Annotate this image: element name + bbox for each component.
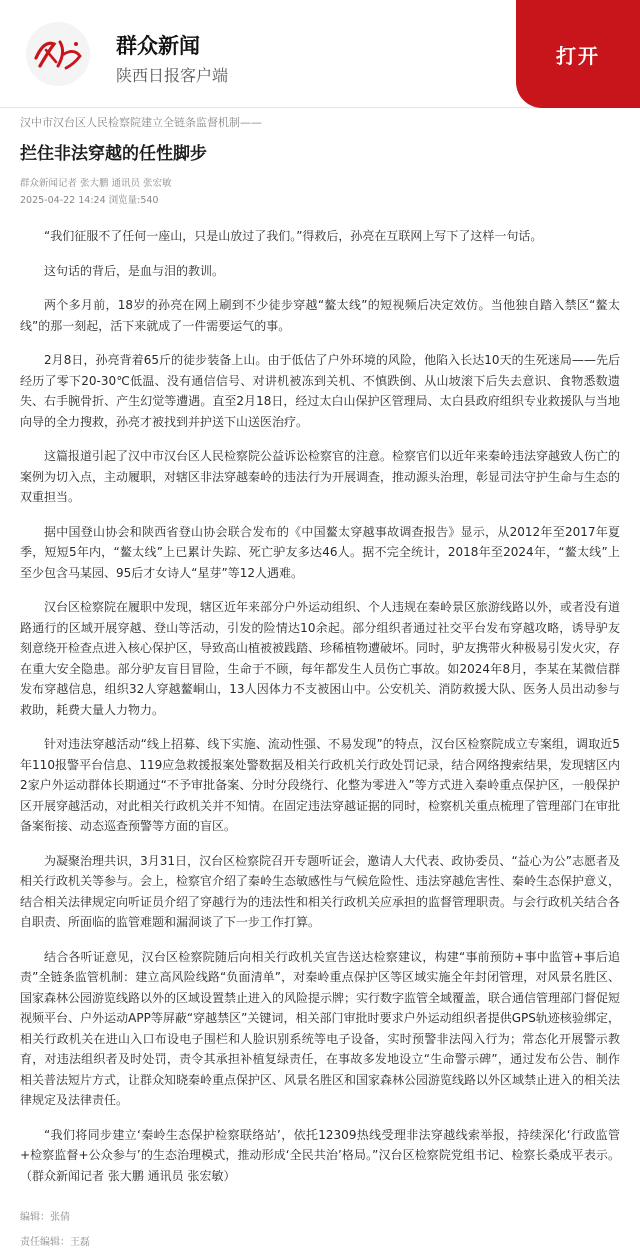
paragraph: 据中国登山协会和陕西省登山协会联合发布的《中国鳌太穿越事故调查报告》显示，从2012年至2017年夏季，短短5年内，“鳌太线”上已累计失踪、死亡驴友多达46人。据不完全统计，2018年至2024年，“鳌太线”上至少包含马某园、95后才女诗人“星芽”等12人遇难。 [20,524,620,580]
editor-credit: 编辑：张倩 [20,1212,70,1223]
app-logo [26,22,90,86]
article-date-views: 2025-04-22 14:24 浏览量:540 [20,195,159,206]
app-subtitle: 陕西日报客户端 [116,66,229,85]
article-byline: 群众新闻记者 张大鹏 通讯员 张宏敏 [20,178,172,189]
paragraph: 这句话的背后，是血与泪的教训。 [44,263,225,278]
open-app-button[interactable]: 打开 [516,0,640,108]
article-kicker: 汉中市汉台区人民检察院建立全链条监督机制—— [20,116,262,129]
paragraph: “我们征服不了任何一座山，只是山放过了我们。”得救后，孙亮在互联网上写下了这样一句话。 [44,229,543,243]
article-body [0,110,640,1248]
paragraph: 为凝聚治理共识，3月31日，汉台区检察院召开专题听证会，邀请人大代表、政协委员、“益心为公”志愿者及相关行政机关等参与。会上，检察官介绍了秦岭生态敏感性与气候危险性、违法穿越危害性、秦岭生态保护意义，结合相关法律规定向听证员介绍了穿越行为的违法性和相关行政机关应承担的监督管理职责。与会行政机关结合各自职责、所面临的监管难题和漏洞谈了下一步工作打算。 [20,853,621,929]
responsible-editor-credit: 责任编辑：王磊 [20,1237,90,1248]
paragraph: 针对违法穿越活动“线上招募、线下实施、流动性强、不易发现”的特点，汉台区检察院成立专案组，调取近5年110报警平台信息、119应急救援报案处警数据及相关行政机关行政处罚记录，结合网络搜索结果，发现辖区内2家户外运动群体长期通过“不予审批备案、分时分段绕行、化整为零进入”等方式进入秦岭重点保护区，一般保护区开展穿越活动，对此相关行政机关并不知情。在固定违法穿越证据的同时，检察机关重点梳理了管理部门在审批备案衔接、动态巡查预警等方面的盲区。 [20,737,621,833]
article-title: 拦住非法穿越的任性脚步 [20,144,207,164]
app-download-banner [0,0,640,108]
paragraph: 这篇报道引起了汉中市汉台区人民检察院公益诉讼检察官的注意。检察官们以近年来秦岭违法穿越致人伤亡的案例为切入点，主动履职，对辖区非法穿越秦岭的违法行为开展调查，推动源头治理，彰显司法守护生命与生态的双重担当。 [20,449,621,504]
paragraph: 2月8日，孙亮背着65斤的徒步装备上山。由于低估了户外环境的风险，他陷入长达10天的生死迷局——先后经历了零下20-30℃低温、没有通信信号、对讲机被冻到关机、不慎跌倒、从山坡滚下后失去意识、食物悉数遗失、右手腕骨折、产生幻觉等遭遇。直至2月18日，经过太白山保护区管理局、太白县政府组织专业救援队与当地向导的全力搜救，孙亮才被找到并护送下山送医治疗。 [20,353,620,429]
logo-calligraphy-icon [30,34,86,74]
paragraph: 汉台区检察院在履职中发现，辖区近年来部分户外运动组织、个人违规在秦岭景区旅游线路以外，或者没有道路通行的区域开展穿越、登山等活动，引发的险情达10余起。部分组织者通过社交平台发布穿越攻略，诱导驴友刻意绕开检查点进入核心保护区，导致高山植被被践踏、珍稀植物遭破坏。同时，驴友携带火种极易引发火灾，存在重大安全隐患。部分驴友盲目冒险，生命于不顾，每年都发生人员伤亡事故。如2024年8月，李某在某微信群发布穿越信息，组织32人穿越鳌峒山，13人因体力不支被困山中。公安机关、消防救援大队、医务人员出动参与救助，耗费大量人力物力。 [20,600,621,717]
paragraph: 结合各听证意见，汉台区检察院随后向相关行政机关宣告送达检察建议，构建“事前预防+事中监管+事后追责”全链条监管机制：建立高风险线路“负面清单”，对秦岭重点保护区等区域实施全年封闭管理，对风景名胜区、国家森林公园游览线路以外的区域设置禁止进入的风险提示牌；实行数字监管全域覆盖，联合通信管理部门督促短视频平台、户外运动APP等屏蔽“穿越禁区”关键词，相关部门审批时要求户外运动组织者提供GPS轨迹核验绑定，相关行政机关在进山入口布设电子围栏和人脸识别系统等电子设备，实时预警非法闯入行为；常态化开展警示教育，对违法组织者及时处罚，责令其承担补植复绿责任，在事故多发地设立“生命警示碑”，通过发布公告、制作相关普法短片方式，让群众知晓秦岭重点保护区、风景名胜区和国家森林公园游览线路以外区域禁止进入的相关法律规定及法律责任。 [20,949,621,1107]
paragraph: 两个多月前，18岁的孙亮在网上刷到不少徒步穿越“鳌太线”的短视频后决定效仿。当他独自踏入禁区“鳌太线”的那一刻起，活下来就成了一件需要运气的事。 [20,298,620,333]
paragraph: “我们将同步建立‘秦岭生态保护检察联络站’，依托12309热线受理非法穿越线索举报，持续深化‘行政监管+检察监督+公众参与’的生态治理模式，推动形成‘全民共治’格局。”汉台区检察院党组书记、检察长桑成平表示。（群众新闻记者 张大鹏 通讯员 张宏敏） [20,1127,620,1183]
app-name: 群众新闻 [116,34,200,58]
